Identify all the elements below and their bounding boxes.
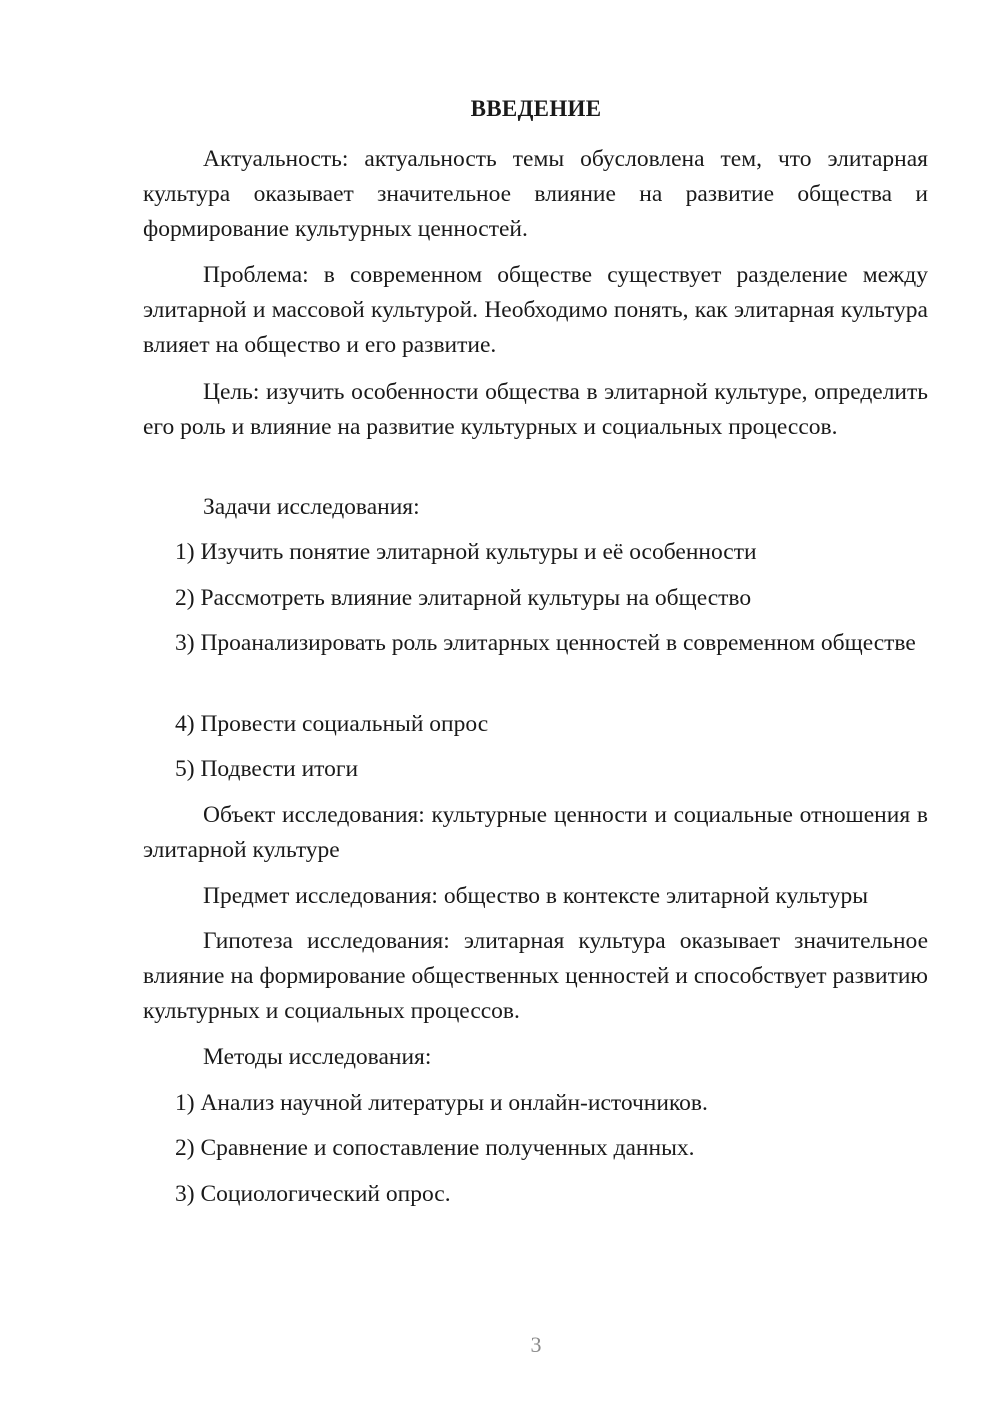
methods-heading: Методы исследования: [203, 1044, 432, 1070]
method-item: 1) Анализ научной литературы и онлайн-источников. [175, 1090, 708, 1116]
hypothesis-paragraph: Гипотеза исследования: элитарная культура оказывает значительное влияние на формирование общественных ценностей и способствует развитию культурных и социальных процессов. [143, 928, 928, 1024]
task-item: 5) Подвести итоги [175, 756, 359, 782]
goal-paragraph: Цель: изучить особенности общества в элитарной культуре, определить его роль и влияние на развитие культурных и социальных процессов. [143, 379, 928, 440]
task-item: 1) Изучить понятие элитарной культуры и её особенности [175, 539, 757, 565]
problem-paragraph: Проблема: в современном обществе существует разделение между элитарной и массовой культурой. Необходимо понять, как элитарная культура влияет на общество и его развитие. [143, 262, 928, 358]
page-number: 3 [530, 1332, 542, 1357]
task-item: 2) Рассмотреть влияние элитарной культуры на общество [175, 585, 752, 611]
task-item: 3) Проанализировать роль элитарных ценностей в современном обществе [175, 630, 916, 656]
page-title: ВВЕДЕНИЕ [470, 96, 602, 121]
relevance-paragraph: Актуальность: актуальность темы обусловлена тем, что элитарная культура оказывает значительное влияние на развитие общества и формирование культурных ценностей. [143, 146, 928, 242]
task-item: 4) Провести социальный опрос [175, 711, 489, 737]
method-item: 2) Сравнение и сопоставление полученных данных. [175, 1135, 695, 1161]
tasks-heading: Задачи исследования: [203, 494, 420, 520]
object-paragraph: Объект исследования: культурные ценности и социальные отношения в элитарной культуре [143, 802, 928, 863]
subject-paragraph: Предмет исследования: общество в контексте элитарной культуры [203, 883, 869, 909]
method-item: 3) Социологический опрос. [175, 1181, 451, 1207]
